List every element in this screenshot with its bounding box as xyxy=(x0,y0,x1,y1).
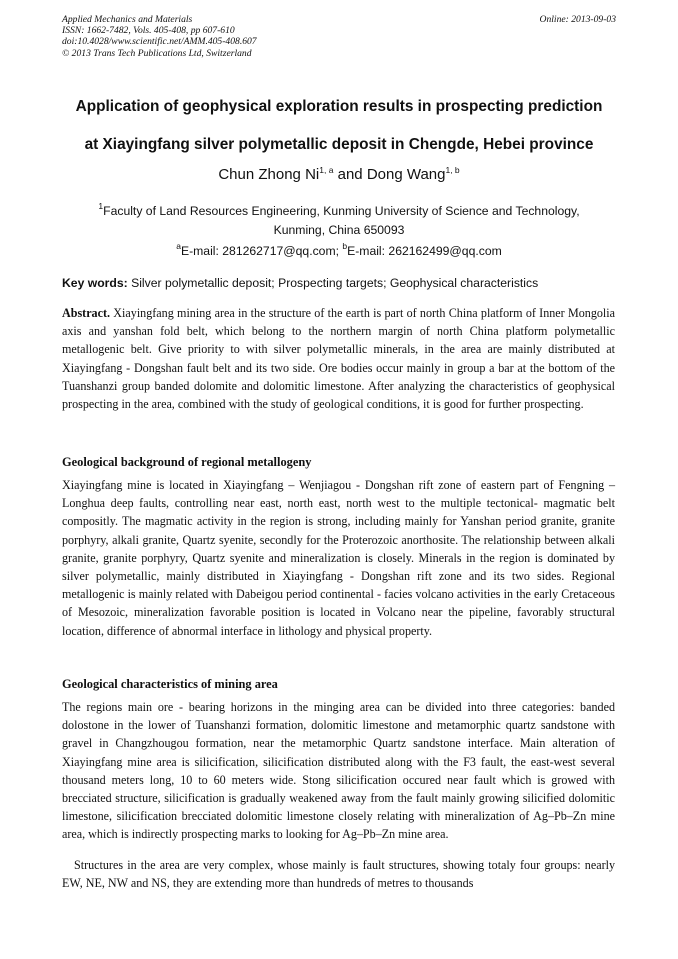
affiliation-line-1: Faculty of Land Resources Engineering, Kunming University of Science and Technology, xyxy=(103,204,580,218)
online-date: Online: 2013-09-03 xyxy=(539,14,616,25)
email-marker: b xyxy=(342,241,348,251)
section-paragraph: Structures in the area are very complex, whose mainly is fault structures, showing totaly four groups: nearly EW, NE, NW and NS, they are extending more than hundreds of metres to thousands xyxy=(62,858,615,891)
author-affiliation-marker: 1, b xyxy=(445,165,460,175)
affiliation-marker: 1 xyxy=(98,201,104,211)
running-header xyxy=(62,14,616,59)
abstract-text: Xiayingfang mining area in the structure of the earth is part of north China platform of Inner Mongolia axis and yanshan fold belt, which belong to the northern margin of north China platform polymetallic metallogenic belt. Give priority to with silver polymetallic minerals, in the area are mainly distributed at Xiayingfang - Dongshan fault belt and its two side. Ore bodies occur mainly in group a bar at the bottom of the Tuanshanzi group banded dolomite and dolomitic limestone. After analyzing the characteristics of geophysical prospecting in the area, combined with the study of geological conditions, it is good for further prospecting. xyxy=(62,306,615,412)
keywords-text: Silver polymetallic deposit; Prospecting targets; Geophysical characteristics xyxy=(127,276,539,290)
email-b[interactable]: E-mail: 262162499@qq.com xyxy=(347,244,502,258)
keywords xyxy=(62,276,616,290)
copyright-line: © 2013 Trans Tech Publications Ltd, Switzerland xyxy=(62,47,252,59)
section-heading: Geological background of regional metallogeny xyxy=(62,455,312,469)
publication-info xyxy=(62,14,616,59)
title-line-2: at Xiayingfang silver polymetallic deposit in Chengde, Hebei province xyxy=(84,136,594,153)
section-paragraph: Xiayingfang mine is located in Xiayingfang – Wenjiagou - Dongshan rift zone of eastern part of Fengning – Longhua deep faults, controlling near east, north east, north west to the multiple tectonical- magmatic belt compositly. The magmatic activity in the region is strong, including mainly for Yanshan period granite, granite porphyry, alkali granite, Quartz syenite, secondly for the Proterozoic anorthosite. The relationship between alkali granite, granite porphyry, Quartz syenite and mineralization is closely. Minerals in the region is dominated by silver polymetallic, mainly distributed in Xiayingfang - Dongshan rift zone and its two sides. Regional metallogenic is mainly related with Dabeigou period continental - facies volcano activities in the early Cretaceous of Mesozoic, mineralization favorable position is located in Volcano near the pipeline, favorably structural location, difference of abnormal interface in lithology and physical property. xyxy=(62,478,615,638)
journal-name: Applied Mechanics and Materials xyxy=(62,14,193,25)
keywords-label: Key words: xyxy=(62,276,128,290)
affiliation-line-2: Kunming, China 650093 xyxy=(273,223,405,237)
email-a[interactable]: E-mail: 281262717@qq.com; xyxy=(180,244,343,258)
author-name: Chun Zhong Ni xyxy=(218,166,320,183)
author-emails xyxy=(0,241,678,258)
doi-line[interactable]: doi:10.4028/www.scientific.net/AMM.405-408.607 xyxy=(62,36,257,48)
author-connector: and xyxy=(333,166,367,183)
author-affiliation-marker: 1, a xyxy=(319,165,334,175)
affiliation xyxy=(70,202,608,240)
email-marker: a xyxy=(176,241,181,251)
paper-title xyxy=(40,88,638,164)
section-paragraph: The regions main ore - bearing horizons in the minging area can be divided into three categories: banded dolostone in the lower of Tuanshanzi formation, dolomitic limestone and metamorphic quartz sandstone with gravel in Changzhougou formation, near the metamorphic Quartz sandstone interface. Main alteration of Xiayingfang mine area is silicification, silicification distributed along with the F3 fault, the east-west several thousand meters long, 10 to 60 meters wide. Stong silicification occured near fault which is growed with brecciated structure, silicification is gradually weakened away from the fault mainly growing silicified dolomitic limestone, silicification brecciated dolomitic limestone closely relating with mineralization of Ag–Pb–Zn mine area, which is indirectly prospecting marks to looking for Ag–Pb–Zn mine area. xyxy=(62,700,615,842)
author-name: Dong Wang xyxy=(366,166,446,183)
abstract-label: Abstract. xyxy=(62,306,111,320)
issn-line: ISSN: 1662-7482, Vols. 405-408, pp 607-610 xyxy=(62,25,235,37)
section-heading: Geological characteristics of mining area xyxy=(62,677,278,691)
author-list xyxy=(0,166,678,183)
abstract xyxy=(62,304,615,413)
title-line-1: Application of geophysical exploration results in prospecting prediction xyxy=(75,98,603,115)
